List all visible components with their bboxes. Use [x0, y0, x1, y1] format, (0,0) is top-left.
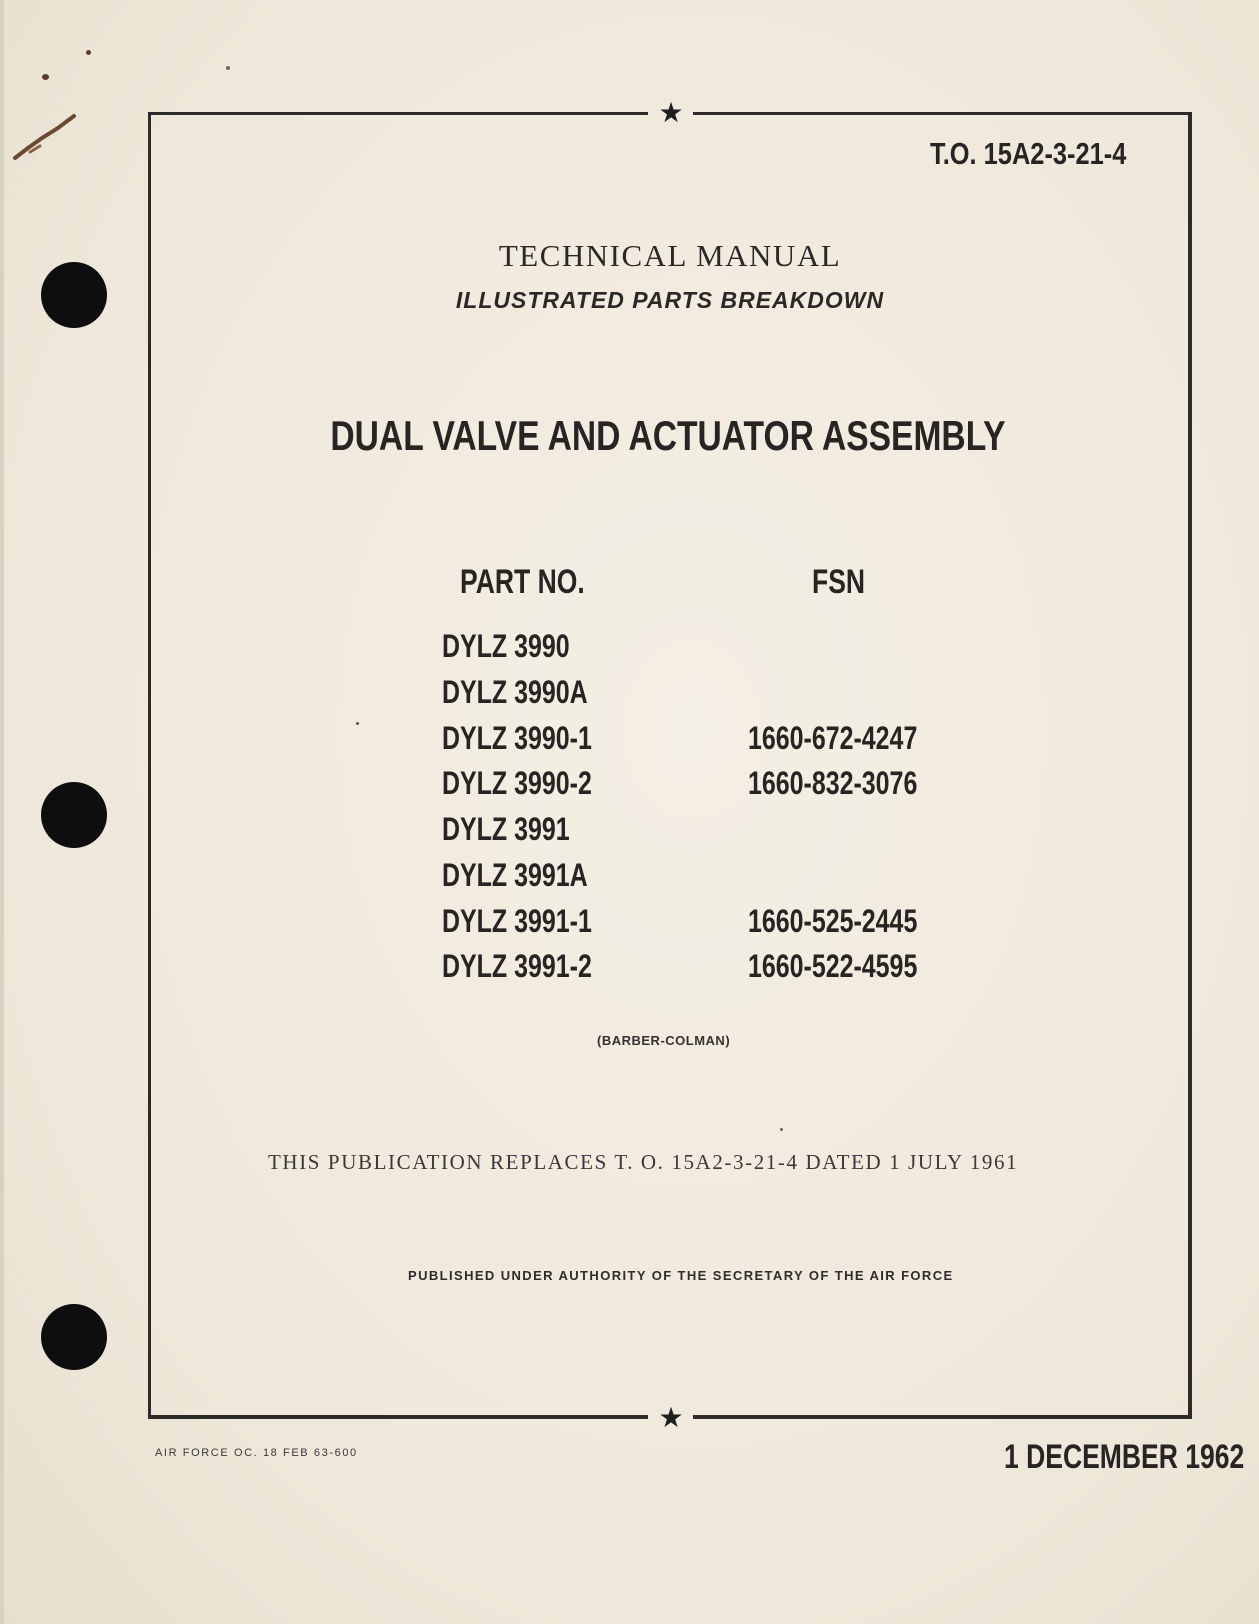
part-number [442, 948, 634, 985]
rust-stain [10, 108, 80, 168]
part-no-column-header [460, 563, 620, 602]
part-no-header-text: PART NO. [460, 563, 585, 601]
part-number-text: DYLZ 3991-1 [442, 903, 592, 939]
document-title-text: DUAL VALVE AND ACTUATOR ASSEMBLY [330, 412, 1006, 459]
fsn-value-text: 1660-832-3076 [748, 765, 918, 801]
ink-speck [226, 66, 230, 70]
publication-date-text: 1 DECEMBER 1962 [1004, 1438, 1245, 1476]
star-icon: ★ [658, 1401, 684, 1434]
part-number [442, 811, 606, 848]
fsn-value [748, 948, 965, 985]
publication-date [1004, 1438, 1259, 1477]
part-number [442, 765, 634, 802]
binder-hole [41, 1304, 107, 1370]
frame-top-rule [148, 112, 648, 115]
star-icon: ★ [658, 96, 684, 129]
technical-order-number: T.O. 15A2-3-21-4 [930, 136, 1127, 171]
frame-bottom-rule [148, 1415, 648, 1419]
frame-bottom-rule [693, 1415, 1192, 1419]
ink-speck [356, 722, 359, 725]
binder-hole [41, 782, 107, 848]
part-number [442, 720, 634, 757]
fsn-value-text: 1660-522-4595 [748, 948, 918, 984]
part-number [442, 857, 629, 894]
part-number-text: DYLZ 3991-2 [442, 948, 592, 984]
part-number-text: DYLZ 3990A [442, 674, 588, 710]
fsn-header-text: FSN [812, 563, 866, 601]
document-title [0, 412, 1259, 460]
manual-subtitle: ILLUSTRATED PARTS BREAKDOWN [455, 287, 885, 313]
supersedure-notice: THIS PUBLICATION REPLACES T. O. 15A2-3-21-4 DATED 1 JULY 1961 [268, 1150, 1019, 1174]
authority-statement: PUBLISHED UNDER AUTHORITY OF THE SECRETARY OF THE AIR FORCE [408, 1268, 954, 1283]
fsn-value [748, 720, 965, 757]
manufacturer-name: (BARBER-COLMAN) [597, 1033, 731, 1048]
part-number-text: DYLZ 3991A [442, 857, 588, 893]
ink-speck [42, 74, 49, 80]
fsn-value [748, 765, 965, 802]
fsn-value [748, 903, 965, 940]
fsn-value-text: 1660-525-2445 [748, 903, 918, 939]
ink-speck [86, 50, 91, 55]
part-number-text: DYLZ 3990 [442, 628, 570, 664]
part-number [442, 674, 629, 711]
fsn-value-text: 1660-672-4247 [748, 720, 918, 756]
ink-speck [780, 1128, 783, 1131]
frame-top-rule [693, 112, 1192, 115]
print-code: AIR FORCE OC. 18 FEB 63-600 [155, 1447, 358, 1459]
part-number-text: DYLZ 3990-2 [442, 765, 592, 801]
fsn-column-header [812, 563, 880, 602]
part-number [442, 628, 606, 665]
part-number-text: DYLZ 3990-1 [442, 720, 592, 756]
manual-type-heading: TECHNICAL MANUAL [498, 238, 842, 273]
part-number [442, 903, 634, 940]
part-number-text: DYLZ 3991 [442, 811, 570, 847]
